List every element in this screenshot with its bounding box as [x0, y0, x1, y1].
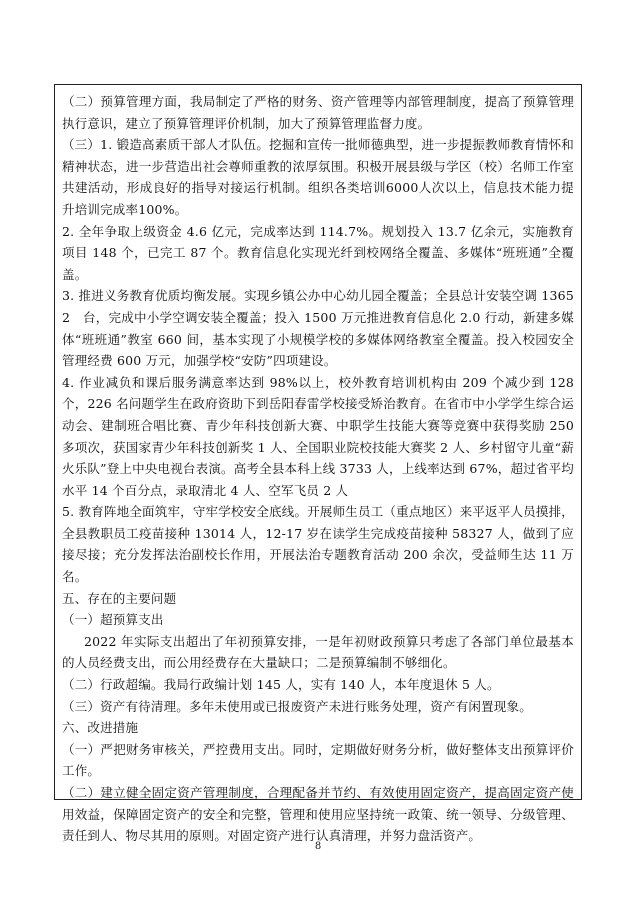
page-number: 8: [314, 841, 322, 852]
paragraph-talent-team: （三）1. 锻造高素质干部人才队伍。挖掘和宣传一批师德典型，进一步提振教师教育情怀和精神状态，进一步营造出社会尊师重教的浓厚氛围。积极开展县级与学区（校）名师工作室共建活动，形成良好的指导对接运行机制。组织各类培训6000人次以上，信息技术能力提升培训完成率100%。: [62, 137, 574, 217]
paragraph-financial-review: （一）严把财务审核关，严控费用支出。同时，定期做好财务分析，做好整体支出预算评价工作。: [62, 741, 574, 779]
paragraph-funding: 2. 全年争取上级资金 4.6 亿元，完成率达到 114.7%。规划投入 13.7 亿余元，实施教育项目 148 个，已完工 87 个。教育信息化实现光纤到校网络全覆盖、多媒体“班班通”全覆盖。: [62, 223, 574, 282]
content-table-cell: [54, 84, 582, 844]
section-heading-problems: 五、存在的主要问题: [62, 590, 177, 606]
section-heading-improvements: 六、改进措施: [62, 720, 139, 736]
subheading-over-budget: （一）超预算支出: [62, 612, 164, 628]
paragraph-over-budget-detail: 2022 年实际支出超出了年初预算安排，一是年初财政预算只考虑了各部门单位最基本的人员经费支出，而公用经费存在大量缺口；二是预算编制不够细化。: [62, 633, 574, 671]
paragraph-fixed-assets: （二）建立健全固定资产管理制度，合理配备并节约、有效使用固定资产，提高固定资产使用效益，保障固定资产的安全和完整，管理和使用应坚持统一政策、统一领导、分级管理、责任到人、物尽其用的原则。对固定资产进行认真清理，并努力盘活资产。: [62, 785, 574, 844]
paragraph-asset-cleanup: （三）资产有待清理。多年未使用或已报废资产未进行账务处理，资产有闲置现象。: [62, 698, 532, 714]
paragraph-compulsory-education: 3. 推进义务教育优质均衡发展。实现乡镇公办中心幼儿园全覆盖；全县总计安装空调 13652 台，完成中小学空调安装全覆盖；投入 1500 万元推进教育信息化 2.0 行动，新建多媒体“班班通”教室 660 间，基本实现了小规模学校的多媒体网络教室全覆盖。投入校园安全管理经费 600 万元，加强学校“安防”四项建设。: [62, 288, 574, 369]
paragraph-burden-reduction: 4. 作业减负和课后服务满意率达到 98%以上，校外教育培训机构由 209 个减少到 128 个，226 名问题学生在政府资助下到岳阳春雷学校接受矫治教育。在省市中小学学生综合运动会、建制班合唱比赛、青少年科技创新大赛、中职学生技能大赛等竞赛中获得奖励 250 多项次，获国家青少年科技创新奖 1 人、全国职业院校技能大赛奖 2 人、乡村留守儿童“薪火乐队”登上中央电视台表演。高考全县本科上线 3733 人，上线率达到 67%，超过省平均水平 14 个百分点，录取清北 4 人、空军飞员 2 人: [62, 374, 574, 498]
paragraph-overstaffing: （二）行政超编。我局行政编计划 145 人，实有 140 人，本年度退休 5 人。: [62, 677, 500, 693]
paragraph-budget-management: （二）预算管理方面，我局制定了严格的财务、资产管理等内部管理制度，提高了预算管理执行意识，建立了预算管理评价机制，加大了预算管理监督力度。: [62, 94, 574, 131]
paragraph-school-safety: 5. 教育阵地全面筑牢，守牢学校安全底线。开展师生员工（重点地区）来平返平人员摸排，全县教职员工疫苗接种 13014 人，12-17 岁在读学生完成疫苗接种 58327 人，做到了应接尽接；充分发挥法治副校长作用，开展法治专题教育活动 200 余次，受益师生达 11 万名。: [62, 504, 574, 585]
